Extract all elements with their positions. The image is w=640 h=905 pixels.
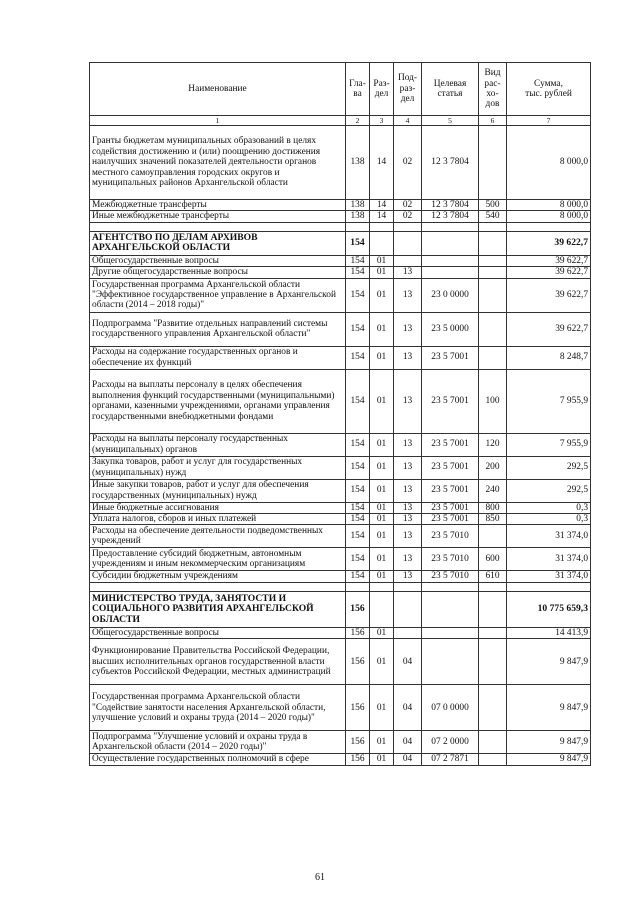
row-glava: 156: [346, 731, 370, 754]
table-row: [90, 126, 591, 200]
row-razdel: 01: [370, 639, 394, 685]
row-sum: 7 955,9: [507, 433, 591, 456]
row-razdel: 01: [370, 278, 394, 312]
row-vid: [479, 685, 507, 731]
row-name: Общегосударственные вопросы: [90, 255, 346, 266]
column-number: 1: [90, 116, 346, 126]
spacer-cell: [422, 582, 479, 591]
row-target: 23 5 7010: [422, 548, 479, 571]
row-sum: 31 374,0: [507, 548, 591, 571]
row-vid: 100: [479, 369, 507, 433]
table-row: [90, 433, 591, 456]
row-podrazdel: 13: [394, 369, 422, 433]
row-sum: 0,3: [507, 502, 591, 513]
row-vid: 120: [479, 433, 507, 456]
row-podrazdel: 13: [394, 278, 422, 312]
table-row: [90, 211, 591, 222]
row-sum: 39 622,7: [507, 267, 591, 278]
row-vid: [479, 255, 507, 266]
row-name: АГЕНТСТВО ПО ДЕЛАМ АРХИВОВ АРХАНГЕЛЬСКОЙ ОБЛАСТИ: [90, 231, 346, 255]
row-podrazdel: 13: [394, 525, 422, 548]
row-vid: [479, 591, 507, 627]
row-podrazdel: 02: [394, 211, 422, 222]
spacer-cell: [394, 222, 422, 231]
row-sum: 31 374,0: [507, 525, 591, 548]
row-razdel: 01: [370, 479, 394, 502]
row-vid: 240: [479, 479, 507, 502]
column-number: 4: [394, 116, 422, 126]
row-podrazdel: [394, 627, 422, 638]
row-name: Осуществление государственных полномочий в сфере: [90, 754, 346, 765]
table-row: [90, 255, 591, 266]
row-target: 07 2 0000: [422, 731, 479, 754]
row-razdel: 01: [370, 255, 394, 266]
row-name: Иные межбюджетные трансферты: [90, 211, 346, 222]
table-row: [90, 456, 591, 479]
spacer-cell: [394, 582, 422, 591]
header-razdel: Раз- дел: [370, 63, 394, 116]
row-podrazdel: 13: [394, 346, 422, 369]
row-target: 12 3 7804: [422, 200, 479, 211]
table-row: [90, 525, 591, 548]
row-sum: 0,3: [507, 514, 591, 525]
row-target: 23 5 7001: [422, 479, 479, 502]
row-target: 07 2 7871: [422, 754, 479, 765]
row-name: Расходы на выплаты персоналу в целях обеспечения выполнения функций государственными (муниципальными) органами, казенными учреждениями, органами управления государственными внебюджетными фондами: [90, 369, 346, 433]
row-name: Межбюджетные трансферты: [90, 200, 346, 211]
row-target: 23 5 7001: [422, 346, 479, 369]
column-number: 3: [370, 116, 394, 126]
row-glava: 154: [346, 369, 370, 433]
row-target: [422, 591, 479, 627]
spacer-cell: [90, 222, 346, 231]
row-vid: [479, 267, 507, 278]
row-name: Иные закупки товаров, работ и услуг для обеспечения государственных (муниципальных) нужд: [90, 479, 346, 502]
row-podrazdel: 13: [394, 433, 422, 456]
table-row: [90, 514, 591, 525]
row-podrazdel: 04: [394, 685, 422, 731]
column-number: 7: [507, 116, 591, 126]
row-vid: [479, 312, 507, 346]
row-vid: [479, 639, 507, 685]
row-razdel: 01: [370, 346, 394, 369]
row-glava: 154: [346, 255, 370, 266]
row-sum: 8 000,0: [507, 126, 591, 200]
row-glava: 138: [346, 126, 370, 200]
row-glava: 156: [346, 754, 370, 765]
row-target: [422, 231, 479, 255]
row-glava: 156: [346, 685, 370, 731]
row-sum: 9 847,9: [507, 685, 591, 731]
row-target: 07 0 0000: [422, 685, 479, 731]
row-sum: 9 847,9: [507, 731, 591, 754]
row-target: [422, 627, 479, 638]
spacer-cell: [90, 582, 346, 591]
row-razdel: [370, 231, 394, 255]
row-sum: 39 622,7: [507, 278, 591, 312]
row-name: Субсидии бюджетным учреждениям: [90, 571, 346, 582]
row-razdel: 01: [370, 627, 394, 638]
page-number: 61: [315, 872, 325, 883]
table-row: [90, 267, 591, 278]
column-number: 6: [479, 116, 507, 126]
header-name: Наименование: [90, 63, 346, 116]
row-vid: [479, 731, 507, 754]
row-target: 23 5 7010: [422, 571, 479, 582]
column-number: 5: [422, 116, 479, 126]
spacer-cell: [479, 222, 507, 231]
row-target: [422, 639, 479, 685]
header-podrazdel: Под- раз- дел: [394, 63, 422, 116]
row-glava: 154: [346, 479, 370, 502]
row-sum: 8 000,0: [507, 211, 591, 222]
row-glava: 156: [346, 627, 370, 638]
row-glava: 154: [346, 571, 370, 582]
row-glava: 154: [346, 267, 370, 278]
row-glava: 154: [346, 502, 370, 513]
header-glava: Гла- ва: [346, 63, 370, 116]
row-vid: [479, 525, 507, 548]
row-sum: 8 000,0: [507, 200, 591, 211]
row-sum: 39 622,7: [507, 255, 591, 266]
row-sum: 9 847,9: [507, 639, 591, 685]
spacer-cell: [346, 582, 370, 591]
row-podrazdel: 04: [394, 754, 422, 765]
row-name: Подпрограмма "Развитие отдельных направлений системы государственного управления Архангельской области": [90, 312, 346, 346]
row-name: Уплата налогов, сборов и иных платежей: [90, 514, 346, 525]
row-target: 23 5 7001: [422, 514, 479, 525]
row-podrazdel: 13: [394, 456, 422, 479]
row-razdel: 01: [370, 369, 394, 433]
row-name: Иные бюджетные ассигнования: [90, 502, 346, 513]
row-glava: 156: [346, 639, 370, 685]
row-razdel: 01: [370, 502, 394, 513]
row-target: 23 0 0000: [422, 278, 479, 312]
row-vid: 800: [479, 502, 507, 513]
row-glava: 156: [346, 591, 370, 627]
row-razdel: 01: [370, 571, 394, 582]
row-glava: 154: [346, 231, 370, 255]
row-podrazdel: 04: [394, 731, 422, 754]
row-glava: 154: [346, 312, 370, 346]
row-target: 23 5 7001: [422, 369, 479, 433]
row-razdel: [370, 591, 394, 627]
row-podrazdel: 13: [394, 479, 422, 502]
row-sum: 292,5: [507, 456, 591, 479]
table-row: [90, 627, 591, 638]
row-razdel: 01: [370, 685, 394, 731]
column-number: 2: [346, 116, 370, 126]
row-podrazdel: 02: [394, 200, 422, 211]
row-target: 23 5 0000: [422, 312, 479, 346]
row-razdel: 01: [370, 433, 394, 456]
row-name: Расходы на обеспечение деятельности подведомственных учреждений: [90, 525, 346, 548]
spacer-cell: [507, 582, 591, 591]
row-razdel: 14: [370, 211, 394, 222]
spacer-row: [90, 582, 591, 591]
row-name: Гранты бюджетам муниципальных образований в целях содействия достижению и (или) поощрению достижения наилучших значений показателей деятельности органов местного самоуправления городских округов и муниципальных районов Архангельской области: [90, 126, 346, 200]
table-row: [90, 312, 591, 346]
spacer-row: [90, 222, 591, 231]
header-target: Целевая статья: [422, 63, 479, 116]
row-sum: 39 622,7: [507, 312, 591, 346]
row-glava: 154: [346, 525, 370, 548]
row-razdel: 01: [370, 548, 394, 571]
row-glava: 138: [346, 211, 370, 222]
column-numbers-row: [90, 116, 591, 126]
row-podrazdel: 13: [394, 312, 422, 346]
table-row: [90, 639, 591, 685]
row-sum: 14 413,9: [507, 627, 591, 638]
row-target: 12 3 7804: [422, 126, 479, 200]
table-row: [90, 731, 591, 754]
row-razdel: 01: [370, 312, 394, 346]
row-target: 23 5 7001: [422, 433, 479, 456]
header-vid: Вид рас- хо- дов: [479, 63, 507, 116]
agency-row: [90, 231, 591, 255]
row-name: Другие общегосударственные вопросы: [90, 267, 346, 278]
row-vid: 610: [479, 571, 507, 582]
row-glava: 154: [346, 514, 370, 525]
row-name: Государственная программа Архангельской области "Эффективное государственное управление в Архангельской области (2014 – 2018 годы)": [90, 278, 346, 312]
budget-table: [89, 62, 591, 766]
row-sum: 10 775 659,3: [507, 591, 591, 627]
agency-row: [90, 591, 591, 627]
row-target: 23 5 7001: [422, 502, 479, 513]
row-razdel: 14: [370, 126, 394, 200]
header-sum: Сумма, тыс. рублей: [507, 63, 591, 116]
row-razdel: 01: [370, 267, 394, 278]
row-vid: 600: [479, 548, 507, 571]
row-sum: 292,5: [507, 479, 591, 502]
table-row: [90, 278, 591, 312]
table-row: [90, 479, 591, 502]
row-name: Функционирование Правительства Российской Федерации, высших исполнительных органов государственной власти субъектов Российской Федерации, местных администраций: [90, 639, 346, 685]
row-vid: [479, 754, 507, 765]
row-podrazdel: [394, 231, 422, 255]
row-razdel: 01: [370, 514, 394, 525]
row-podrazdel: 02: [394, 126, 422, 200]
table-row: [90, 754, 591, 765]
table-row: [90, 685, 591, 731]
row-glava: 154: [346, 548, 370, 571]
row-vid: 200: [479, 456, 507, 479]
row-glava: 138: [346, 200, 370, 211]
row-vid: 850: [479, 514, 507, 525]
row-target: 23 5 7010: [422, 525, 479, 548]
row-target: [422, 255, 479, 266]
row-sum: 8 248,7: [507, 346, 591, 369]
row-vid: [479, 126, 507, 200]
row-target: [422, 267, 479, 278]
row-name: Расходы на выплаты персоналу государственных (муниципальных) органов: [90, 433, 346, 456]
row-vid: 500: [479, 200, 507, 211]
spacer-cell: [479, 582, 507, 591]
row-razdel: 01: [370, 525, 394, 548]
row-podrazdel: 13: [394, 571, 422, 582]
row-podrazdel: 13: [394, 514, 422, 525]
row-razdel: 01: [370, 456, 394, 479]
row-glava: 154: [346, 456, 370, 479]
table-row: [90, 346, 591, 369]
row-razdel: 01: [370, 731, 394, 754]
spacer-cell: [370, 222, 394, 231]
row-vid: [479, 627, 507, 638]
row-sum: 9 847,9: [507, 754, 591, 765]
row-podrazdel: 13: [394, 502, 422, 513]
row-vid: [479, 231, 507, 255]
spacer-cell: [346, 222, 370, 231]
table-body: [90, 126, 591, 766]
row-razdel: 14: [370, 200, 394, 211]
row-podrazdel: 13: [394, 548, 422, 571]
row-podrazdel: 04: [394, 639, 422, 685]
row-sum: 7 955,9: [507, 369, 591, 433]
row-sum: 39 622,7: [507, 231, 591, 255]
row-vid: 540: [479, 211, 507, 222]
row-vid: [479, 278, 507, 312]
row-target: 23 5 7001: [422, 456, 479, 479]
row-podrazdel: 13: [394, 267, 422, 278]
table-row: [90, 548, 591, 571]
table-header: [90, 63, 591, 126]
row-glava: 154: [346, 346, 370, 369]
table-row: [90, 502, 591, 513]
row-name: Подпрограмма "Улучшение условий и охраны труда в Архангельской области (2014 – 2020 годы)": [90, 731, 346, 754]
row-name: Государственная программа Архангельской области "Содействие занятости населения Архангельской области, улучшение условий и охраны труда (2014 – 2020 годы)": [90, 685, 346, 731]
row-glava: 154: [346, 433, 370, 456]
row-name: Общегосударственные вопросы: [90, 627, 346, 638]
table-row: [90, 369, 591, 433]
row-name: Предоставление субсидий бюджетным, автономным учреждениям и иным некоммерческим организациям: [90, 548, 346, 571]
row-name: Закупка товаров, работ и услуг для государственных (муниципальных) нужд: [90, 456, 346, 479]
spacer-cell: [422, 222, 479, 231]
row-razdel: 01: [370, 754, 394, 765]
row-glava: 154: [346, 278, 370, 312]
row-name: МИНИСТЕРСТВО ТРУДА, ЗАНЯТОСТИ И СОЦИАЛЬНОГО РАЗВИТИЯ АРХАНГЕЛЬСКОЙ ОБЛАСТИ: [90, 591, 346, 627]
row-name: Расходы на содержание государственных органов и обеспечение их функций: [90, 346, 346, 369]
row-vid: [479, 346, 507, 369]
row-podrazdel: [394, 255, 422, 266]
spacer-cell: [370, 582, 394, 591]
table-row: [90, 200, 591, 211]
spacer-cell: [507, 222, 591, 231]
row-target: 12 3 7804: [422, 211, 479, 222]
row-podrazdel: [394, 591, 422, 627]
row-sum: 31 374,0: [507, 571, 591, 582]
table-row: [90, 571, 591, 582]
